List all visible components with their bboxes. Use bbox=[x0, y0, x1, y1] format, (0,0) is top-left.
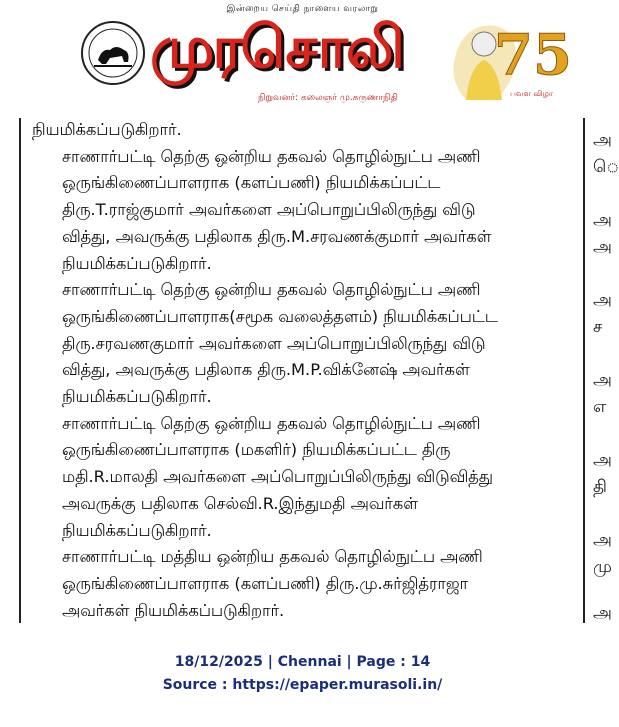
article-paragraph bbox=[32, 277, 546, 411]
adjacent-column-fragment: அ bbox=[593, 450, 612, 470]
text-line: வித்து, அவருக்கு பதிலாக திரு.M.சரவணக்குமார் அவர்கள் bbox=[62, 226, 492, 246]
adjacent-column-fragment: அ bbox=[593, 237, 612, 257]
party-emblem-icon bbox=[80, 20, 146, 86]
adjacent-column-fragment: அ bbox=[593, 370, 612, 390]
adjacent-column-fragment: தி bbox=[593, 477, 607, 497]
adjacent-column-fragment: ச bbox=[593, 317, 603, 337]
text-line: ஒருங்கிணைப்பாளராக (களப்பணி) நியமிக்கப்பட்ட bbox=[62, 173, 441, 193]
adjacent-column-fragment: அ bbox=[593, 530, 612, 550]
text-line: சாணார்பட்டி தெற்கு ஒன்றிய தகவல் தொழில்நுட்ப அணி bbox=[62, 280, 481, 300]
adjacent-column-fragment: அ bbox=[593, 290, 612, 310]
anniversary-75-emblem-icon bbox=[436, 8, 572, 108]
masthead-tagline: இன்றைய செய்தி நாளைய வரலாறு bbox=[226, 4, 379, 14]
anniversary-number: 75 bbox=[494, 22, 572, 88]
founder-line: நிறுவனர்: கலைஞர் மு.கருணாநிதி bbox=[258, 93, 398, 103]
text-line: நியமிக்கப்படுகிறார். bbox=[62, 520, 212, 540]
text-line: நியமிக்கப்படுகிறார். bbox=[62, 253, 212, 273]
text-line: ஒருங்கிணைப்பாளராக (களப்பணி) திரு.மு.சுர்ஜித்ராஜா bbox=[62, 573, 468, 593]
footer-date-location-page: 18/12/2025 | Chennai | Page : 14 bbox=[174, 654, 431, 670]
text-line: வித்து, அவருக்கு பதிலாக திரு.M.P.விக்னேஷ் அவர்கள் bbox=[62, 360, 470, 380]
text-line: நியமிக்கப்படுகிறார். bbox=[32, 120, 182, 139]
article-body bbox=[32, 117, 546, 624]
text-line: சாணார்பட்டி மத்திய ஒன்றிய தகவல் தொழில்நுட்ப அணி bbox=[62, 547, 483, 567]
text-line: ஒருங்கிணைப்பாளராக(சமூக வலைத்தளம்) நியமிக்கப்பட்ட bbox=[62, 306, 498, 326]
adjacent-column-fragment: அ bbox=[593, 603, 612, 623]
article-paragraph bbox=[32, 544, 546, 624]
text-line: நியமிக்கப்படுகிறார். bbox=[62, 387, 212, 407]
column-rule-left bbox=[19, 118, 21, 623]
adjacent-column-fragment: எ bbox=[593, 397, 607, 417]
adjacent-column-fragment: அ bbox=[593, 130, 612, 150]
text-line: அவருக்கு பதிலாக செல்வி.R.இந்துமதி அவர்கள் bbox=[62, 493, 418, 513]
article-paragraph bbox=[32, 411, 546, 545]
text-line: திரு.T.ராஜ்குமார் அவர்களை அப்பொறுப்பிலிருந்து விடு bbox=[62, 200, 476, 220]
adjacent-column-fragment: மு bbox=[593, 557, 612, 577]
column-rule-right bbox=[583, 118, 585, 623]
article-paragraph bbox=[32, 144, 546, 278]
text-line: திரு.சரவணகுமார் அவர்களை அப்பொறுப்பிலிருந்து விடு bbox=[62, 333, 486, 353]
masthead bbox=[0, 0, 605, 112]
text-line: ஒருங்கிணைப்பாளராக (மகளிர்) நியமிக்கப்பட்ட திரு bbox=[62, 440, 451, 460]
text-line: அவர்கள் நியமிக்கப்படுகிறார். bbox=[62, 600, 285, 620]
anniversary-caption: பவள விழா bbox=[510, 89, 554, 98]
text-line: சாணார்பட்டி தெற்கு ஒன்றிய தகவல் தொழில்நுட்ப அணி bbox=[62, 413, 481, 433]
article-paragraph bbox=[32, 117, 546, 144]
newspaper-title: முரசொலி bbox=[150, 13, 403, 81]
adjacent-column-fragment: அ bbox=[593, 210, 612, 230]
text-line: மதி.R.மாலதி அவர்களை அப்பொறுப்பிலிருந்து விடுவித்து bbox=[62, 467, 493, 487]
text-line: சாணார்பட்டி தெற்கு ஒன்றிய தகவல் தொழில்நுட்ப அணி bbox=[62, 146, 481, 166]
adjacent-column-fragment: ெ bbox=[593, 157, 619, 177]
footer-source-link[interactable]: Source : https://epaper.murasoli.in/ bbox=[162, 677, 443, 693]
